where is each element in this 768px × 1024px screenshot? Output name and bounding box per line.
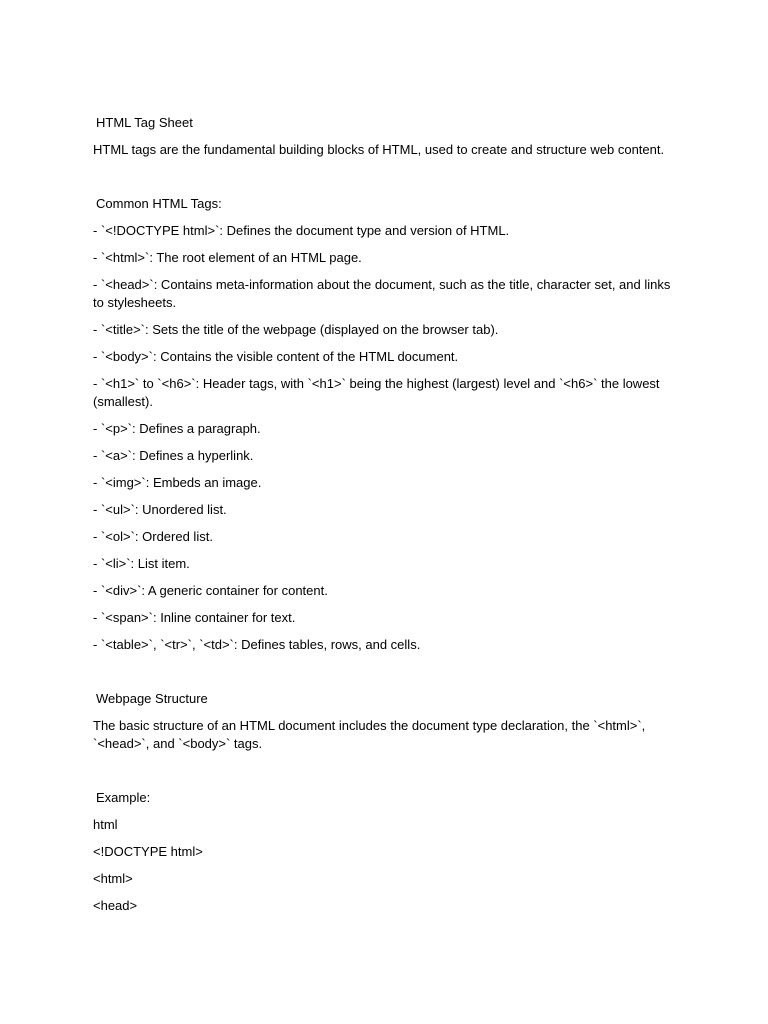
common-tags-heading: Common HTML Tags: (96, 196, 222, 211)
document-body (93, 114, 681, 924)
structure-heading: Webpage Structure (96, 691, 208, 706)
list-item: - `<!DOCTYPE html>`: Defines the document type and version of HTML. (93, 223, 510, 238)
document-title: HTML Tag Sheet (96, 115, 193, 130)
list-item: - `<title>`: Sets the title of the webpage (displayed on the browser tab). (93, 322, 499, 337)
list-item: - `<img>`: Embeds an image. (93, 475, 262, 490)
example-heading: Example: (96, 790, 151, 805)
list-item: - `<a>`: Defines a hyperlink. (93, 448, 254, 463)
spacer (93, 213, 681, 222)
common-tags-list (93, 222, 681, 654)
list-item: - `<li>`: List item. (93, 556, 190, 571)
spacer (93, 132, 681, 141)
spacer (93, 753, 681, 789)
list-item: - `<table>`, `<tr>`, `<td>`: Defines tables, rows, and cells. (93, 637, 421, 652)
spacer (93, 159, 681, 195)
spacer (93, 654, 681, 690)
example-line: <html> (93, 871, 133, 886)
list-item: - `<body>`: Contains the visible content of the HTML document. (93, 349, 459, 364)
example-line: html (93, 817, 118, 832)
list-item: - `<p>`: Defines a paragraph. (93, 421, 261, 436)
example-line: <!DOCTYPE html> (93, 844, 203, 859)
list-item: - `<div>`: A generic container for content. (93, 583, 328, 598)
list-item: - `<h1>` to `<h6>`: Header tags, with `<h1>` being the highest (largest) level and `<h6>` the lowest (smallest). (93, 376, 664, 409)
spacer (93, 807, 681, 816)
list-item: - `<ol>`: Ordered list. (93, 529, 213, 544)
example-line: <head> (93, 898, 138, 913)
structure-paragraph: The basic structure of an HTML document includes the document type declaration, the `<html>`, `<head>`, and `<body>` tags. (93, 718, 649, 751)
spacer (93, 708, 681, 717)
intro-paragraph: HTML tags are the fundamental building blocks of HTML, used to create and structure web content. (93, 142, 665, 157)
list-item: - `<ul>`: Unordered list. (93, 502, 227, 517)
list-item: - `<span>`: Inline container for text. (93, 610, 296, 625)
list-item: - `<head>`: Contains meta-information about the document, such as the title, character set, and links to stylesheets. (93, 277, 674, 310)
list-item: - `<html>`: The root element of an HTML page. (93, 250, 362, 265)
